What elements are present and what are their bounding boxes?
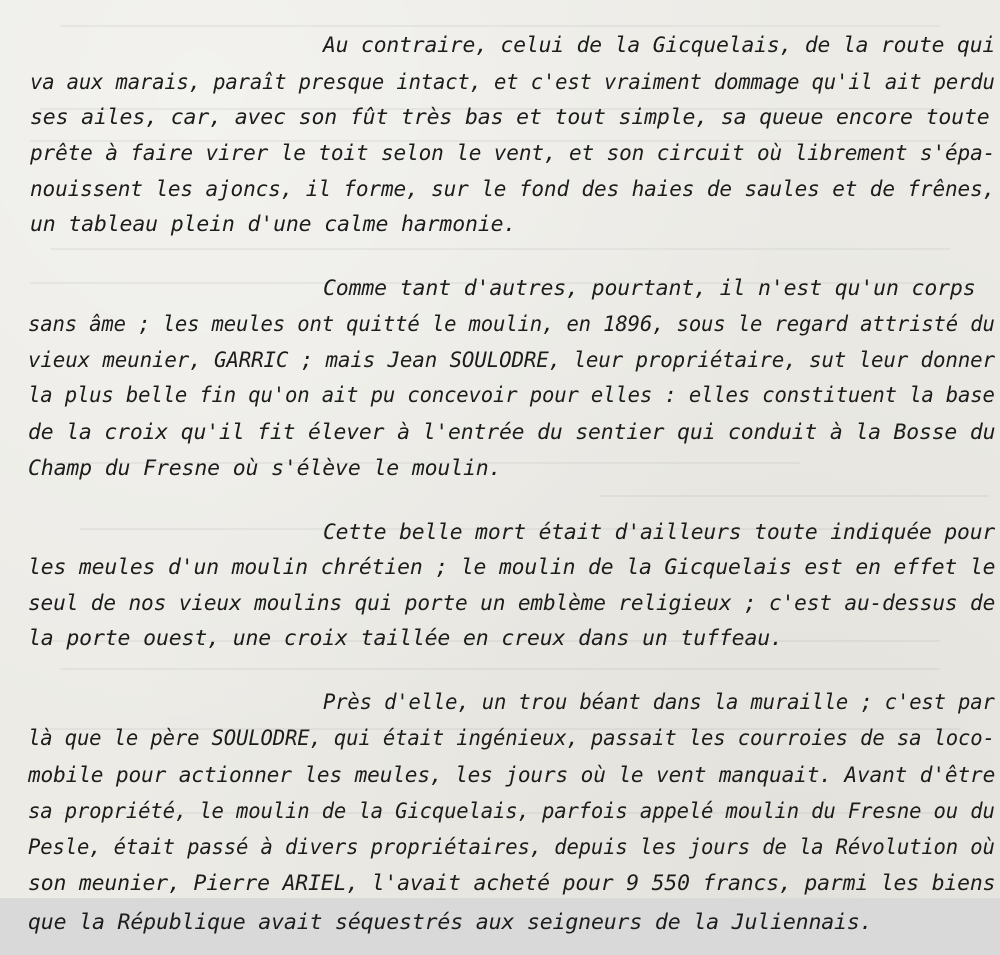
text-line: ses ailes, car, avec son fût très bas et tout simple, sa queue encore toute (30, 105, 990, 130)
text-line: Champ du Fresne où s'élève le moulin. (28, 456, 502, 481)
text-line: Comme tant d'autres, pourtant, il n'est qu'un corps (323, 276, 976, 301)
text-line: mobile pour actionner les meules, les jours où le vent manquait. Avant d'être (28, 763, 996, 788)
text-line: que la République avait séquestrés aux seigneurs de la Juliennais. (28, 910, 873, 935)
text-line: Au contraire, celui de la Gicquelais, de la route qui (323, 33, 996, 58)
text-line: là que le père SOULODRE, qui était ingénieux, passait les courroies de sa loco- (28, 726, 995, 751)
text-line: va aux marais, paraît presque intact, et c'est vraiment dommage qu'il ait perdu (30, 70, 995, 95)
text-line: sa propriété, le moulin de la Gicquelais, parfois appelé moulin du Fresne ou du (28, 799, 995, 824)
text-line: son meunier, Pierre ARIEL, l'avait acheté pour 9 550 francs, parmi les biens (28, 871, 996, 896)
text-line: un tableau plein d'une calme harmonie. (30, 212, 517, 237)
text-line: prête à faire virer le toit selon le vent, et son circuit où librement s'épa- (30, 141, 996, 166)
text-line: vieux meunier, GARRIC ; mais Jean SOULODRE, leur propriétaire, sut leur donner (28, 348, 995, 373)
text-line: sans âme ; les meules ont quitté le moulin, en 1896, sous le regard attristé du (28, 312, 995, 337)
text-line: Cette belle mort était d'ailleurs toute indiquée pour (323, 520, 996, 545)
text-line: la plus belle fin qu'on ait pu concevoir pour elles : elles constituent la base (28, 383, 995, 408)
text-line: Près d'elle, un trou béant dans la muraille ; c'est par (323, 690, 995, 715)
text-line: de la croix qu'il fit élever à l'entrée du sentier qui conduit à la Bosse du (28, 420, 996, 445)
text-line: Pesle, était passé à divers propriétaires, depuis les jours de la Révolution où (28, 835, 995, 860)
text-line: la porte ouest, une croix taillée en creux dans un tuffeau. (28, 626, 783, 651)
text-line: les meules d'un moulin chrétien ; le moulin de la Gicquelais est en effet le (28, 555, 996, 580)
text-line: nouissent les ajoncs, il forme, sur le fond des haies de saules et de frênes, (30, 177, 996, 202)
text-line: seul de nos vieux moulins qui porte un emblème religieux ; c'est au-dessus de (28, 591, 996, 616)
